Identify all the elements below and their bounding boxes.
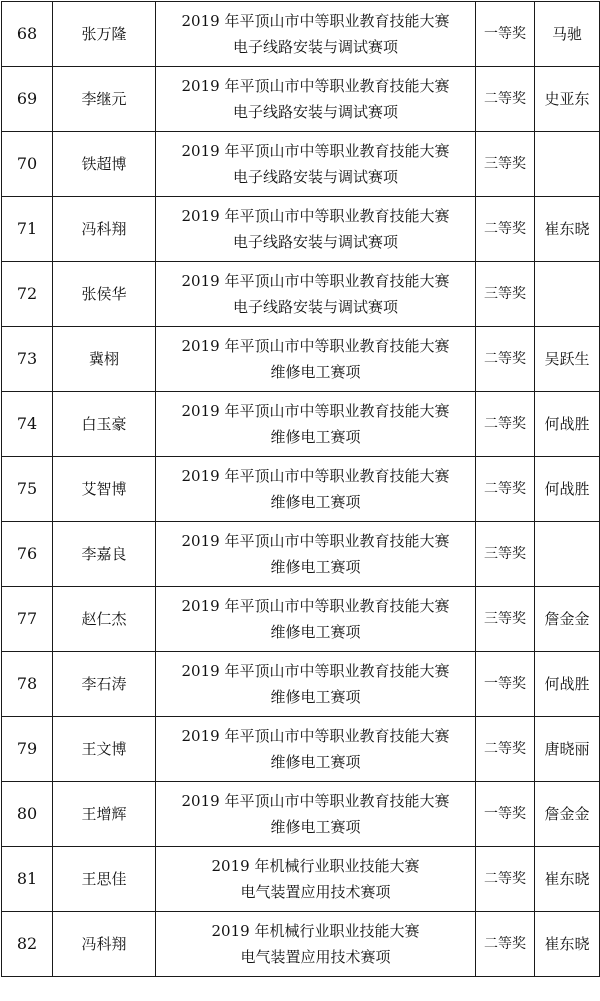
table-row	[2, 262, 600, 327]
award-level: 一等奖	[476, 2, 535, 67]
table-row	[2, 717, 600, 782]
row-number: 74	[2, 392, 53, 457]
competition-cell	[156, 262, 476, 327]
competition-cell	[156, 327, 476, 392]
student-name: 赵仁杰	[53, 587, 156, 652]
competition-event: 电子线路安装与调试赛项	[232, 38, 398, 56]
coach-name: 史亚东	[535, 67, 600, 132]
competition-cell	[156, 782, 476, 847]
competition-cell	[156, 717, 476, 782]
student-name: 冯科翔	[53, 912, 156, 977]
award-level: 二等奖	[476, 197, 535, 262]
row-number: 79	[2, 717, 53, 782]
competition-event: 维修电工赛项	[270, 493, 361, 511]
competition-title: 2019 年平顶山市中等职业教育技能大赛	[181, 12, 450, 30]
competition-title: 2019 年平顶山市中等职业教育技能大赛	[181, 207, 450, 225]
student-name: 冯科翔	[53, 197, 156, 262]
competition-title: 2019 年机械行业职业技能大赛	[211, 922, 420, 940]
competition-event: 维修电工赛项	[270, 753, 361, 771]
row-number: 70	[2, 132, 53, 197]
coach-name	[535, 132, 600, 197]
competition-title: 2019 年平顶山市中等职业教育技能大赛	[181, 662, 450, 680]
student-name: 张侯华	[53, 262, 156, 327]
award-level: 二等奖	[476, 457, 535, 522]
table-row	[2, 392, 600, 457]
competition-event: 电气装置应用技术赛项	[240, 883, 391, 901]
row-number: 76	[2, 522, 53, 587]
coach-name: 崔东晓	[535, 847, 600, 912]
competition-cell	[156, 522, 476, 587]
competition-title: 2019 年平顶山市中等职业教育技能大赛	[181, 792, 450, 810]
row-number: 68	[2, 2, 53, 67]
row-number: 72	[2, 262, 53, 327]
competition-title: 2019 年平顶山市中等职业教育技能大赛	[181, 402, 450, 420]
competition-title: 2019 年平顶山市中等职业教育技能大赛	[181, 142, 450, 160]
coach-name: 何战胜	[535, 457, 600, 522]
competition-cell	[156, 457, 476, 522]
competition-title: 2019 年平顶山市中等职业教育技能大赛	[181, 467, 450, 485]
competition-cell	[156, 652, 476, 717]
competition-title: 2019 年平顶山市中等职业教育技能大赛	[181, 77, 450, 95]
coach-name: 崔东晓	[535, 197, 600, 262]
competition-cell	[156, 587, 476, 652]
competition-event: 维修电工赛项	[270, 428, 361, 446]
award-level: 一等奖	[476, 782, 535, 847]
coach-name: 何战胜	[535, 652, 600, 717]
coach-name: 何战胜	[535, 392, 600, 457]
table-row	[2, 2, 600, 67]
table-row	[2, 652, 600, 717]
table-row	[2, 132, 600, 197]
competition-event: 维修电工赛项	[270, 363, 361, 381]
table-row	[2, 847, 600, 912]
table-row	[2, 197, 600, 262]
competition-cell	[156, 392, 476, 457]
competition-cell	[156, 912, 476, 977]
row-number: 81	[2, 847, 53, 912]
student-name: 艾智博	[53, 457, 156, 522]
row-number: 73	[2, 327, 53, 392]
student-name: 铁超博	[53, 132, 156, 197]
table-row	[2, 67, 600, 132]
student-name: 张万隆	[53, 2, 156, 67]
award-level: 二等奖	[476, 912, 535, 977]
coach-name: 詹金金	[535, 587, 600, 652]
award-level: 一等奖	[476, 652, 535, 717]
row-number: 75	[2, 457, 53, 522]
competition-cell	[156, 132, 476, 197]
coach-name	[535, 262, 600, 327]
student-name: 冀栩	[53, 327, 156, 392]
award-level: 三等奖	[476, 262, 535, 327]
student-name: 王思佳	[53, 847, 156, 912]
student-name: 李嘉良	[53, 522, 156, 587]
competition-event: 电子线路安装与调试赛项	[232, 233, 398, 251]
row-number: 82	[2, 912, 53, 977]
competition-title: 2019 年平顶山市中等职业教育技能大赛	[181, 727, 450, 745]
award-level: 二等奖	[476, 67, 535, 132]
competition-event: 电子线路安装与调试赛项	[232, 103, 398, 121]
student-name: 李继元	[53, 67, 156, 132]
competition-cell	[156, 2, 476, 67]
awards-table	[1, 1, 600, 977]
competition-title: 2019 年平顶山市中等职业教育技能大赛	[181, 337, 450, 355]
competition-event: 电子线路安装与调试赛项	[232, 168, 398, 186]
award-level: 二等奖	[476, 717, 535, 782]
competition-cell	[156, 847, 476, 912]
table-row	[2, 912, 600, 977]
row-number: 80	[2, 782, 53, 847]
award-level: 二等奖	[476, 327, 535, 392]
competition-title: 2019 年平顶山市中等职业教育技能大赛	[181, 597, 450, 615]
student-name: 王文博	[53, 717, 156, 782]
coach-name: 唐晓丽	[535, 717, 600, 782]
coach-name: 詹金金	[535, 782, 600, 847]
coach-name: 吴跃生	[535, 327, 600, 392]
row-number: 71	[2, 197, 53, 262]
competition-cell	[156, 67, 476, 132]
competition-event: 电子线路安装与调试赛项	[232, 298, 398, 316]
coach-name	[535, 522, 600, 587]
competition-cell	[156, 197, 476, 262]
table-row	[2, 587, 600, 652]
awards-table-body	[2, 2, 600, 977]
student-name: 李石涛	[53, 652, 156, 717]
table-row	[2, 327, 600, 392]
award-level: 三等奖	[476, 132, 535, 197]
competition-event: 维修电工赛项	[270, 623, 361, 641]
award-level: 二等奖	[476, 392, 535, 457]
row-number: 77	[2, 587, 53, 652]
award-level: 二等奖	[476, 847, 535, 912]
row-number: 69	[2, 67, 53, 132]
row-number: 78	[2, 652, 53, 717]
competition-event: 维修电工赛项	[270, 818, 361, 836]
award-level: 三等奖	[476, 587, 535, 652]
competition-event: 电气装置应用技术赛项	[240, 948, 391, 966]
award-level: 三等奖	[476, 522, 535, 587]
competition-event: 维修电工赛项	[270, 558, 361, 576]
table-row	[2, 522, 600, 587]
competition-title: 2019 年机械行业职业技能大赛	[211, 857, 420, 875]
coach-name: 崔东晓	[535, 912, 600, 977]
competition-event: 维修电工赛项	[270, 688, 361, 706]
table-row	[2, 782, 600, 847]
student-name: 王增辉	[53, 782, 156, 847]
student-name: 白玉豪	[53, 392, 156, 457]
competition-title: 2019 年平顶山市中等职业教育技能大赛	[181, 272, 450, 290]
competition-title: 2019 年平顶山市中等职业教育技能大赛	[181, 532, 450, 550]
table-row	[2, 457, 600, 522]
coach-name: 马驰	[535, 2, 600, 67]
